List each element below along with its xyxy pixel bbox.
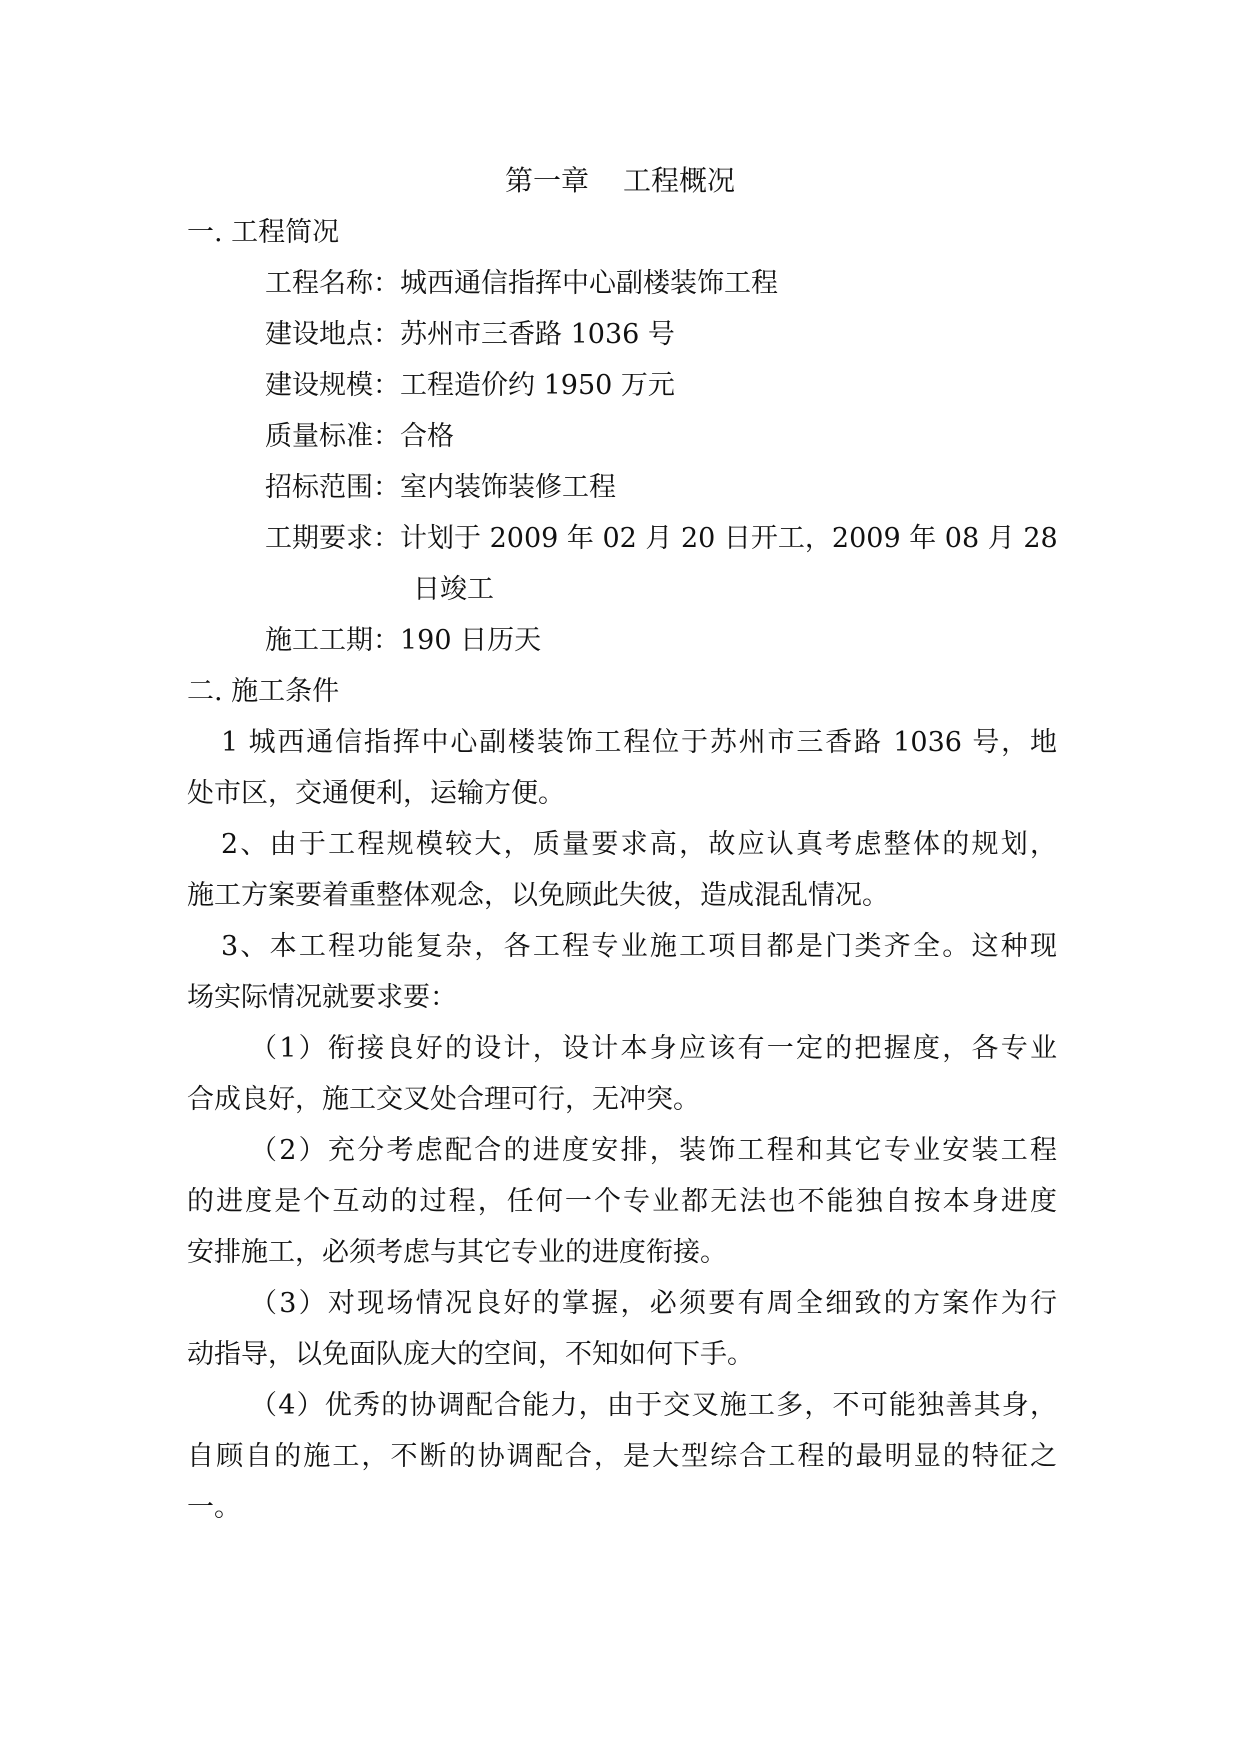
info-item-scale — [265, 369, 675, 403]
info-item-schedule-continuation: 日竣工 — [413, 574, 494, 605]
paragraph-line: 场实际情况就要求要： — [187, 982, 457, 1013]
info-value: 计划于 2009 年 02 月 20 日开工，2009 年 08 月 28 — [400, 523, 1058, 554]
chapter-name: 工程概况 — [623, 164, 736, 197]
paragraph-line: 2、由于工程规模较大，质量要求高，故应认真考虑整体的规划， — [221, 829, 1057, 860]
paragraph-line: 动指导，以免面队庞大的空间，不知如何下手。 — [187, 1339, 754, 1370]
info-value: 苏州市三香路 1036 号 — [400, 319, 675, 350]
info-value: 工程造价约 1950 万元 — [400, 370, 675, 401]
info-item-location — [265, 318, 675, 352]
info-label: 工程名称： — [265, 268, 400, 299]
paragraph-line: 3、本工程功能复杂，各工程专业施工项目都是门类齐全。这种现 — [221, 931, 1057, 962]
info-item-scope — [265, 471, 616, 505]
paragraph-line: （1）衔接良好的设计，设计本身应该有一定的把握度，各专业 — [250, 1033, 1057, 1064]
paragraph-line: 安排施工，必须考虑与其它专业的进度衔接。 — [187, 1237, 727, 1268]
info-value: 合格 — [400, 421, 454, 452]
info-value: 190 日历天 — [400, 625, 542, 656]
info-label: 施工工期： — [265, 625, 400, 656]
paragraph-line: 一。 — [187, 1492, 241, 1523]
paragraph-line: （2）充分考虑配合的进度安排，装饰工程和其它专业安装工程 — [250, 1135, 1057, 1166]
paragraph-line: 自顾自的施工，不断的协调配合，是大型综合工程的最明显的特征之 — [187, 1441, 1057, 1472]
info-value: 室内装饰装修工程 — [400, 472, 616, 503]
info-item-duration — [265, 624, 541, 658]
info-label: 招标范围： — [265, 472, 400, 503]
info-value: 城西通信指挥中心副楼装饰工程 — [400, 268, 778, 299]
paragraph-line: 合成良好，施工交叉处合理可行，无冲突。 — [187, 1084, 700, 1115]
paragraph-line: 处市区，交通便利，运输方便。 — [187, 778, 565, 809]
info-label: 工期要求： — [265, 523, 400, 554]
paragraph-line: 的进度是个互动的过程，任何一个专业都无法也不能独自按本身进度 — [187, 1186, 1057, 1217]
paragraph-line: （4）优秀的协调配合能力，由于交叉施工多，不可能独善其身， — [250, 1390, 1057, 1421]
info-label: 质量标准： — [265, 421, 400, 452]
info-item-schedule — [265, 522, 1058, 556]
section-heading-conditions: 二. 施工条件 — [187, 676, 340, 707]
info-item-quality — [265, 420, 454, 454]
paragraph-line: 施工方案要着重整体观念，以免顾此失彼，造成混乱情况。 — [187, 880, 889, 911]
section-heading-overview: 一. 工程简况 — [187, 217, 340, 248]
info-label: 建设地点： — [265, 319, 400, 350]
info-label: 建设规模： — [265, 370, 400, 401]
paragraph-line: 1 城西通信指挥中心副楼装饰工程位于苏州市三香路 1036 号，地 — [221, 727, 1057, 758]
chapter-number: 第一章 — [505, 164, 590, 197]
chapter-title — [505, 164, 735, 198]
paragraph-line: （3）对现场情况良好的掌握，必须要有周全细致的方案作为行 — [250, 1288, 1057, 1319]
info-item-project-name — [265, 267, 778, 301]
